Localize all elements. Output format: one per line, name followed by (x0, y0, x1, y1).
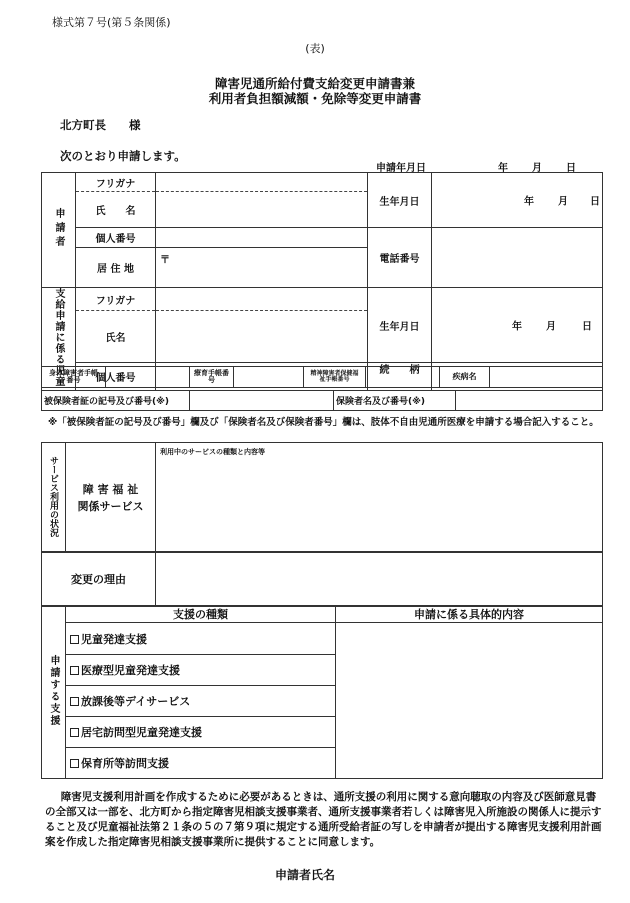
insurer-field[interactable] (456, 391, 603, 411)
mental-health-label: 精神障害者保健福祉手帳番号 (304, 367, 366, 388)
reason-table (41, 551, 603, 607)
applicant-name-label: 氏 名 (76, 192, 156, 228)
applicant-personal-number-field[interactable] (156, 228, 368, 248)
app-day-label: 日 (566, 163, 576, 174)
service-in-use-label: 利用中のサービスの種類と内容等 (160, 448, 265, 456)
reason-label: 変更の理由 (42, 552, 156, 607)
applicant-furigana-label: フリガナ (76, 173, 156, 192)
applicant-phone-label: 電話番号 (368, 228, 432, 288)
form-number: 様式第７号(第５条関係) (52, 16, 171, 29)
support-item-3[interactable]: 放課後等デイサービス (66, 686, 336, 717)
service-section: サービス利用の状況 (42, 443, 66, 553)
service-category-label: 障 害 福 祉 関係サービス (66, 443, 156, 553)
child-furigana-field[interactable] (156, 288, 368, 311)
app-year-label: 年 (498, 163, 508, 174)
checkbox[interactable] (70, 697, 79, 706)
checkbox[interactable] (70, 635, 79, 644)
child-birthdate-label: 生年月日 (368, 288, 432, 363)
side-label: (表) (305, 42, 325, 55)
support-item-1[interactable]: 児童発達支援 (66, 623, 336, 655)
insurance-table (41, 390, 603, 411)
application-date (376, 159, 606, 173)
child-name-label: 氏名 (76, 311, 156, 363)
signature-label: 申請者氏名 (274, 868, 335, 882)
consent-text: 障害児支援利用計画を作成するために必要があるときは、通所支援の利用に関する意向聴取の内容及び医師意見書の全部又は一部を、北方町から指定障害児相談支援事業者、通所支援事業者若しくは障害児入所施設の関係人に提示すること及び児童福祉法第２１条の５の７第９項に規定する通所受給者証の写しを申請者が提出する障害児支援利用計画案を作成した指定障害児相談支援事業所に提供することに同意します。 (45, 791, 602, 848)
disease-name-field[interactable] (490, 367, 603, 388)
insured-cert-label: 被保険者証の記号及び番号(※) (42, 391, 190, 411)
applicant-table (41, 172, 603, 391)
reason-field[interactable] (156, 552, 603, 607)
applicant-address-field[interactable] (156, 248, 368, 288)
service-in-use-field[interactable] (156, 443, 603, 553)
disease-name-label: 疾病名 (440, 367, 490, 388)
application-date-label: 申請年月日 (376, 163, 426, 174)
support-type-header: 支援の種類 (66, 606, 336, 623)
support-table (41, 605, 603, 779)
insured-cert-field[interactable] (190, 391, 334, 411)
applicant-furigana-field[interactable] (156, 173, 368, 192)
child-furigana-label: フリガナ (76, 288, 156, 311)
support-item-4[interactable]: 居宅訪問型児童発達支援 (66, 717, 336, 748)
certificate-table (41, 366, 603, 388)
footnote: ※「被保険者証の記号及び番号」欄及び「保険者名及び保険者番号」欄は、肢体不自由児通所医療を申請する場合記入すること。 (48, 417, 599, 428)
child-personal-number-label: 個人番号 (76, 363, 156, 391)
child-section: 支給申請に係る児童 (42, 288, 76, 391)
addressee: 北方町長 様 (60, 118, 141, 132)
applicant-phone-field[interactable] (432, 228, 603, 288)
applicant-address-label: 居 住 地 (76, 248, 156, 288)
rehab-field[interactable] (234, 367, 304, 388)
postal-mark: 〒 (160, 255, 170, 266)
support-detail-header: 申請に係る具体的内容 (336, 606, 603, 623)
service-table (41, 442, 603, 553)
support-item-2[interactable]: 医療型児童発達支援 (66, 655, 336, 686)
rehab-label: 療育手帳番号 (190, 367, 234, 388)
title-line-2: 利用者負担額減額・免除等変更申請書 (208, 91, 422, 106)
child-relationship-label: 続 柄 (368, 355, 432, 383)
title-line-1: 障害児通所給付費支給変更申請書兼 (214, 76, 415, 91)
applicant-birthdate-field[interactable]: 年 月 日 (432, 173, 603, 228)
applicant-personal-number-label: 個人番号 (76, 228, 156, 248)
app-month-label: 月 (532, 163, 542, 174)
physical-disability-field[interactable] (106, 367, 190, 388)
applicant-section: 申請者 (42, 173, 76, 288)
checkbox[interactable] (70, 666, 79, 675)
checkbox[interactable] (70, 728, 79, 737)
child-name-field[interactable] (156, 311, 368, 363)
support-detail-field[interactable] (336, 623, 603, 779)
intro-text: 次のとおり申請します。 (60, 149, 186, 163)
support-section: 申請する支援 (42, 606, 66, 779)
support-item-5[interactable]: 保育所等訪問支援 (66, 748, 336, 779)
mental-health-field[interactable] (366, 367, 440, 388)
child-birthdate-field[interactable]: 年 月 日 (432, 288, 603, 363)
applicant-birthdate-label: 生年月日 (368, 173, 432, 228)
applicant-name-field[interactable] (156, 192, 368, 228)
insurer-label: 保険者名及び番号(※) (334, 391, 456, 411)
checkbox[interactable] (70, 759, 79, 768)
physical-disability-label: 身体障害者手帳番号 (42, 367, 106, 388)
